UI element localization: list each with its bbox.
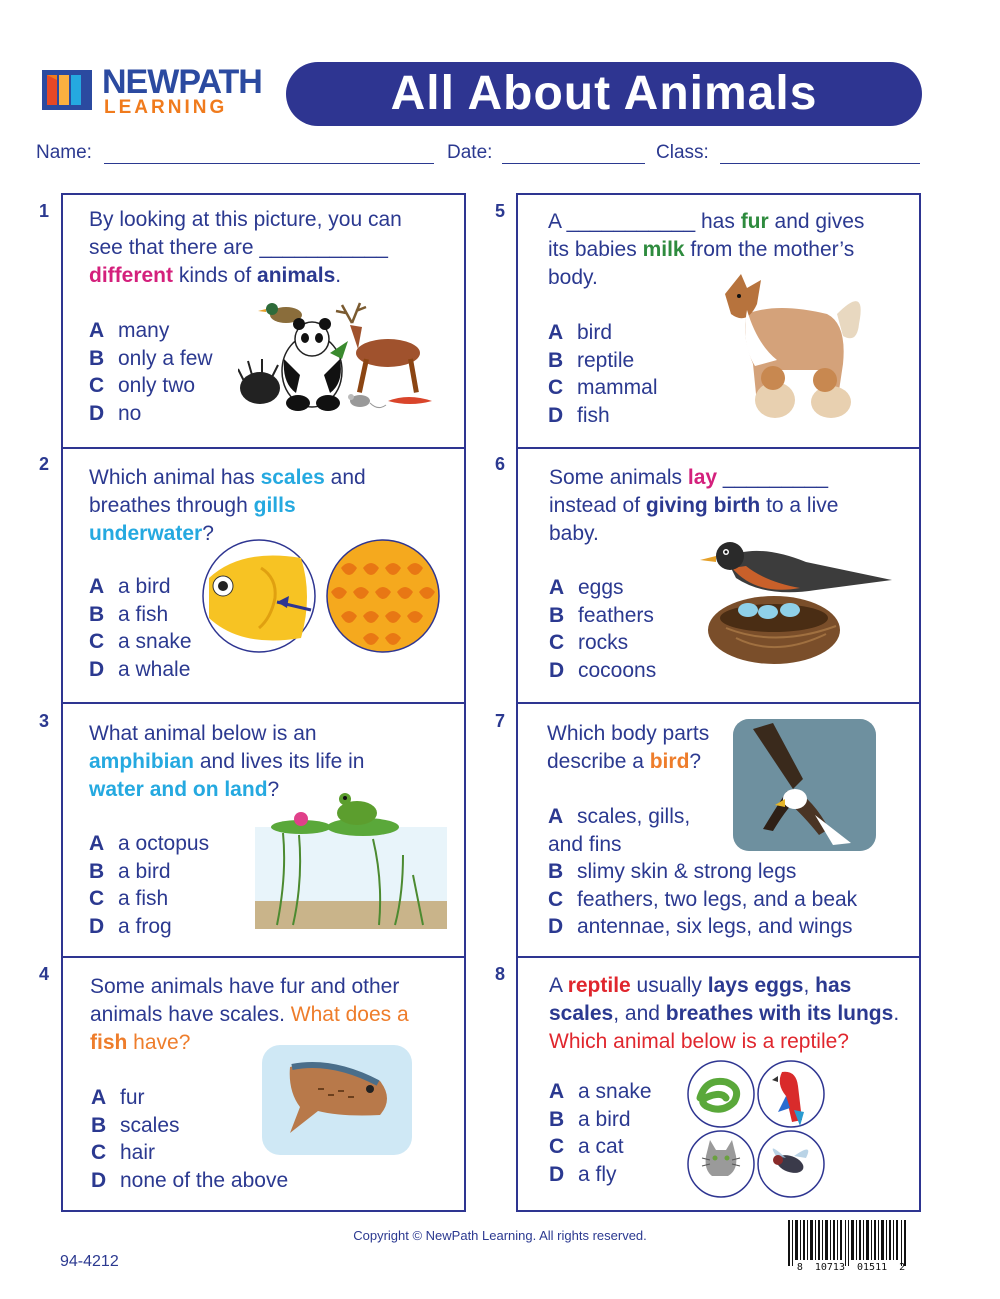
option-letter: D [549,1162,565,1186]
option-letter: A [89,575,105,598]
question-number-7: 7 [495,711,506,731]
answer-option-d[interactable] [548,913,857,941]
option-text: fish [577,403,610,427]
option-letter: B [548,348,564,372]
question-text-run: reptile [567,974,631,997]
eagle-photo [733,719,876,851]
question-text-run: lays eggs [707,974,804,997]
answer-options [549,1078,652,1188]
option-letter: B [549,603,565,627]
question-text-run: _________ instead of [549,466,829,517]
answer-option-d[interactable] [549,1161,652,1189]
answer-option-b[interactable] [89,345,213,373]
question-text-run: Which animal has [89,466,261,489]
barcode-number: 8 10713 01511 2 [796,1262,906,1273]
frog-pond-illustration [253,785,449,931]
option-text: fur [120,1086,145,1109]
option-text: hair [120,1141,156,1164]
newpath-logo [40,64,275,124]
option-letter: D [89,657,105,681]
option-letter: C [548,376,564,399]
question-number-5: 5 [495,201,506,221]
answer-option-c[interactable] [549,1133,652,1161]
date-field[interactable] [502,162,645,164]
question-text-run: to a live baby. [549,494,839,545]
question-number-4: 4 [39,964,50,984]
question-text-run: fur [740,210,769,233]
option-letter: C [549,1135,565,1158]
answer-option-b[interactable] [548,858,857,886]
option-letter: A [549,1080,565,1103]
answer-option-b[interactable] [549,1106,652,1134]
name-label: Name: [36,142,92,163]
question-text-run: A ___________ has [548,210,741,233]
option-letter: D [549,658,565,682]
option-text: a bird [578,1107,631,1131]
question-text-run: water and on land [89,778,268,801]
question-text-run: fish [90,1031,128,1054]
option-text: a whale [118,657,191,681]
option-letter: D [548,403,564,427]
answer-option-c[interactable] [89,372,213,400]
question-text [89,464,409,548]
option-text: a bird [118,859,171,883]
option-text: scales, gills, [577,805,691,828]
question-text-run: and breathes through [89,466,366,517]
question-text-run: Which animal below is a reptile? [549,1030,849,1053]
option-letter: C [89,630,105,653]
option-letter: D [548,915,564,938]
option-letter: A [548,321,564,344]
option-text: no [118,401,142,425]
question-text [547,720,732,776]
question-number-1: 1 [39,201,50,221]
question-text-run: ? [267,778,280,801]
question-text-run: Which body parts describe a [547,722,710,773]
option-text: scales [120,1113,180,1137]
question-text-run: and gives its babies [548,210,865,261]
option-text: none of the above [120,1168,289,1192]
option-letter: C [89,887,105,910]
question-text-run: animals [257,264,336,287]
question-text-run: By looking at this picture, you can see that there are ___________ [89,208,402,259]
answer-option-d[interactable] [91,1167,288,1195]
fish-scales-illustration [201,538,441,654]
bird-nest-illustration [696,538,894,670]
animals-group-illustration [238,293,438,423]
option-text: antennae, six legs, and wings [577,915,853,938]
answer-options [91,1084,288,1194]
book-logo-icon [40,66,96,114]
answer-option-c[interactable] [548,886,857,914]
answer-option-a[interactable] [549,574,656,602]
option-letter: C [549,631,565,654]
answer-option-b[interactable] [548,347,658,375]
answer-options [549,574,656,684]
question-text-run: has scales [549,974,852,1025]
question-text-run: . [335,264,342,287]
question-text-run: Some animals have fur and other animals have scales. [90,975,400,1026]
option-letter: D [91,1168,107,1192]
question-text [549,464,849,548]
question-number-6: 6 [495,454,506,474]
barcode [778,1218,924,1278]
answer-option-d[interactable] [549,657,656,685]
option-text: mammal [577,376,658,399]
option-letter: A [548,805,564,828]
option-text: only two [118,374,196,397]
answer-option-a[interactable] [548,319,658,347]
question-text-run: giving birth [645,494,761,517]
option-text: a fish [118,602,169,626]
option-text: a snake [118,630,192,653]
answer-option-a[interactable] [89,573,192,601]
option-letter: C [548,887,564,911]
answer-option-c[interactable] [89,628,192,656]
question-number-8: 8 [495,964,506,984]
option-letter: B [89,346,105,370]
question-text-run: and lives its life in [194,750,365,773]
option-text: bird [577,321,613,344]
page-title: All About Animals [286,62,922,126]
answer-option-a[interactable] [89,317,213,345]
option-text: a octopus [118,832,210,855]
option-text: a cat [578,1135,624,1158]
option-letter: D [89,914,105,938]
option-letter: B [89,859,105,883]
question-text-run: , and [613,1002,666,1025]
question-text-run: . [893,1002,900,1025]
answer-option-b[interactable] [89,858,209,886]
question-text-run: kinds of [173,264,258,287]
option-text: slimy skin & strong legs [577,860,797,883]
question-text-run: ? [689,750,702,773]
answer-options [89,830,209,940]
class-label: Class: [656,142,709,163]
fish-picture [262,1045,412,1155]
question-text-run: amphibian [89,750,195,773]
option-letter: A [89,319,105,342]
logo-line2: LEARNING [104,97,228,118]
option-text: eggs [578,576,624,599]
answer-option-d[interactable] [89,400,213,428]
option-letter: D [89,401,105,425]
question-number-2: 2 [39,454,50,474]
option-text: a snake [578,1080,652,1103]
question-text-run: different [89,264,173,287]
question-text-run: bird [649,750,690,773]
answer-option-a[interactable] [549,1078,652,1106]
question-text-run: A [549,974,568,997]
dog-and-puppies-illustration [717,274,872,424]
question-text-run: Some animals [549,466,688,489]
answer-option-a[interactable] [91,1084,288,1112]
question-text-run: gills underwater [89,494,296,545]
option-text: a bird [118,575,171,598]
option-text: feathers [578,603,654,627]
option-text: rocks [578,631,629,654]
copyright-text: Copyright © NewPath Learning. All rights reserved. [353,1228,647,1243]
question-text-run: , [803,974,816,997]
answer-options [89,573,192,683]
logo-line1: NEWPATH [102,63,262,101]
option-letter: B [91,1113,107,1137]
option-text: only a few [118,346,213,370]
answer-option-a[interactable] [89,830,209,858]
option-text: a frog [118,914,172,938]
option-text: cocoons [578,658,657,682]
option-letter: B [548,860,564,883]
answer-option-c[interactable] [89,885,209,913]
answer-option-d[interactable] [548,402,658,430]
option-text: feathers, two legs, and a beak [577,887,858,911]
answer-option-b[interactable] [91,1112,288,1140]
question-text-run: from the mother’s body. [548,238,855,289]
answer-option-d[interactable] [89,656,192,684]
question-text-run: What animal below is an [89,722,317,745]
option-letter: C [91,1141,107,1164]
class-field[interactable] [720,162,920,164]
question-text-run: usually [630,974,708,997]
answer-option-d[interactable] [89,913,209,941]
question-number-3: 3 [39,711,50,731]
question-text-run: have? [127,1031,191,1054]
option-text: reptile [577,348,635,372]
answer-option-b[interactable] [89,601,192,629]
option-text: a fish [118,887,169,910]
option-letter: A [89,832,105,855]
answer-option-c[interactable] [549,629,656,657]
answer-option-b[interactable] [549,602,656,630]
name-field[interactable] [104,162,434,164]
option-letter: A [91,1086,107,1109]
reptile-choices-illustration [686,1060,828,1198]
question-text [549,972,909,1056]
question-text-run: breathes with its lungs [665,1002,894,1025]
question-text-run: lay [687,466,718,489]
answer-option-c[interactable] [91,1139,288,1167]
answer-option-c[interactable] [548,374,658,402]
question-text-run: ? [202,522,214,545]
option-letter: B [549,1107,565,1131]
answer-options [548,319,658,429]
option-letter: A [549,576,565,599]
question-text-run: scales [260,466,325,489]
option-text: many [118,319,170,342]
option-text: a fly [578,1162,617,1186]
answer-options [89,317,213,427]
product-code: 94-4212 [60,1253,119,1270]
question-text-run: milk [642,238,685,261]
option-text-continued: and fins [548,832,622,856]
date-label: Date: [447,142,493,163]
question-text-run: What does a [290,1003,409,1026]
option-letter: C [89,374,105,397]
option-letter: B [89,602,105,626]
question-text [89,206,439,290]
